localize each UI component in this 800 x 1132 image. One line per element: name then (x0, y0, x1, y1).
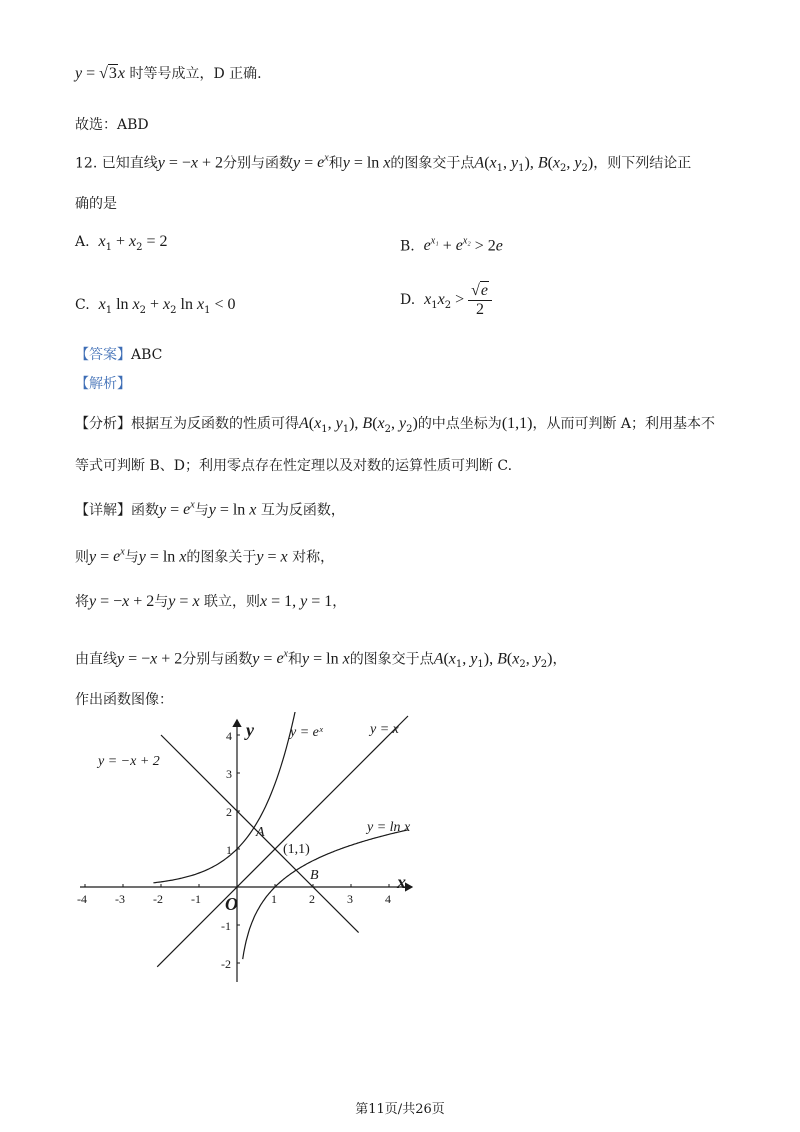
line-1-text: 时等号成立，D 正确. (129, 66, 262, 82)
curve-ln (243, 830, 408, 959)
option-c: C. $x_1$ $\ln x_2 + x_2$ $\ln x_1 < 0$ (75, 296, 236, 316)
y-tick-label: -1 (221, 919, 231, 933)
x-tick-label: 4 (385, 892, 391, 906)
label-ln: y = ln x (367, 820, 411, 835)
label-x-axis: x (397, 872, 406, 892)
line-1: y = √3x 时等号成立，D 正确. (75, 65, 262, 82)
option-a: A. $x_1 + x_2 = 2$ (75, 233, 168, 253)
y-tick-label: -2 (221, 957, 231, 971)
label-line: y = −x + 2 (98, 754, 160, 769)
xiangjie-line: 【详解】函数$y = e^x$与y = ln x 互为反函数， (75, 500, 345, 519)
jiang-line: 将y = −x + 2与y = x 联立，则x = 1, y = 1， (75, 593, 347, 610)
option-d: D. $x_1x_2$ > $\frac{√e}{2}$ (400, 280, 492, 326)
question-12-cont: 确的是 (75, 196, 117, 212)
label-origin: O (225, 894, 238, 914)
analysis-heading: 【解析】 (75, 376, 131, 392)
label-exp: y = eˣ (290, 725, 323, 740)
label-point-11: (1,1) (283, 842, 310, 857)
x-tick-label: 1 (271, 892, 277, 906)
fenxi-line: 【分析】根据互为反函数的性质可得$A(x_1$, $y_1$), $B(x_2$, $y_2$)的中点坐标为(1,1)，从而可判断 A；利用基本不 (75, 415, 716, 435)
answer-line: 【答案】ABC (75, 347, 163, 363)
y-tick-label: 4 (226, 729, 232, 743)
x-tick-label: -3 (115, 892, 125, 906)
you-line: 由直线y = −x + 2分别与函数$y = e^x$和y = ln x的图象交于点$A(x_1$, $y_1$), $B(x_2$, $y_2$)， (75, 649, 567, 671)
y-tick-label: 3 (226, 767, 232, 781)
label-y-axis: y (246, 720, 254, 740)
fenxi-line-2: 等式可判断 B、D；利用零点存在性定理以及对数的运算性质可判断 C. (75, 458, 513, 474)
x-tick-label: -1 (191, 892, 201, 906)
zuochu-line: 作出函数图像： (75, 692, 173, 708)
question-12: 12. 已知直线y = −x + 2分别与函数$y = e^x$和y = ln x的图象交于点$A(x_1$, $y_1$), $B(x_2$, $y_2$)，则下列结论正 (75, 153, 692, 175)
choice-line: 故选：ABD (75, 117, 149, 133)
x-tick-label: -4 (77, 892, 87, 906)
option-b: B. $e^{x_1} + e^{x_2} > 2e$ (400, 236, 503, 255)
ze-line: 则$y = e^x$与y = ln x的图象关于y = x 对称， (75, 547, 335, 566)
page-footer: 第11页/共26页 (355, 1102, 445, 1117)
x-tick-label: -2 (153, 892, 163, 906)
label-yx: y = x (370, 722, 399, 737)
y-tick-label: 2 (226, 805, 232, 819)
x-tick-label: 2 (309, 892, 315, 906)
function-graph (70, 712, 430, 992)
y-tick-label: 1 (226, 843, 232, 857)
x-tick-label: 3 (347, 892, 353, 906)
label-point-a: A (256, 825, 265, 840)
label-point-b: B (310, 868, 319, 883)
